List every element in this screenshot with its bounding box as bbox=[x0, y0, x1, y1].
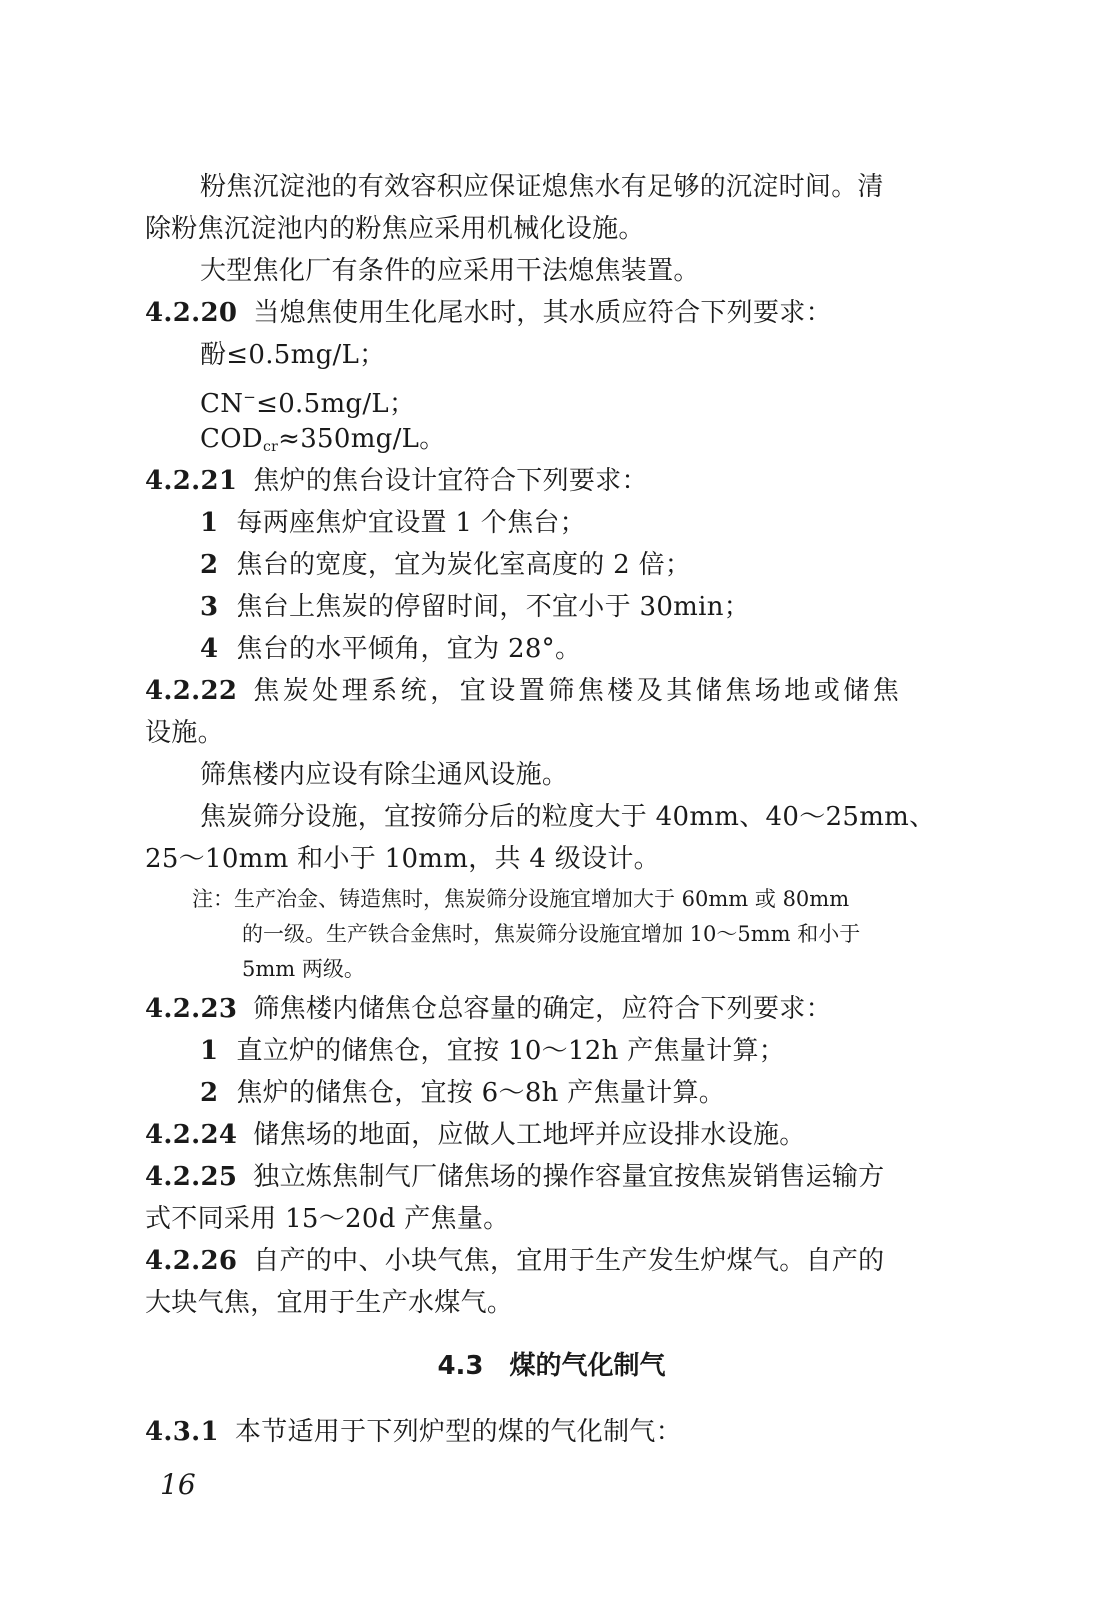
formula-value: ≈350mg/L。 bbox=[278, 424, 446, 454]
item-number: 2 bbox=[200, 1078, 219, 1108]
clause-4-2-26 bbox=[145, 1241, 960, 1281]
list-item bbox=[200, 1073, 1015, 1113]
item-text: 焦台的水平倾角，宜为 28°。 bbox=[236, 634, 582, 664]
page-number: 16 bbox=[160, 1468, 196, 1501]
clause-text: 筛焦楼内储焦仓总容量的确定，应符合下列要求： bbox=[253, 994, 832, 1024]
clause-number: 4.2.23 bbox=[145, 994, 238, 1024]
clause-text: 独立炼焦制气厂储焦场的操作容量宜按焦炭销售运输方 bbox=[253, 1162, 885, 1192]
clause-text: 储焦场的地面，应做人工地坪并应设排水设施。 bbox=[253, 1120, 806, 1150]
item-text: 焦炉的储焦仓，宜按 6～8h 产焦量计算。 bbox=[236, 1078, 726, 1108]
list-item bbox=[200, 545, 1015, 585]
clause-text: 本节适用于下列炉型的煤的气化制气： bbox=[234, 1417, 682, 1447]
text-line: 式不同采用 15～20d 产焦量。 bbox=[145, 1204, 510, 1234]
item-number: 3 bbox=[200, 592, 219, 622]
clause-number: 4.2.25 bbox=[145, 1162, 238, 1192]
item-number: 2 bbox=[200, 550, 219, 580]
note-line: 注：生产冶金、铸造焦时，焦炭筛分设施宜增加大于 60mm 或 80mm bbox=[192, 887, 850, 911]
clause-4-2-25 bbox=[145, 1157, 960, 1197]
text-line: 25～10mm 和小于 10mm，共 4 级设计。 bbox=[145, 844, 660, 874]
clause-4-2-24 bbox=[145, 1115, 960, 1155]
section-title: 煤的气化制气 bbox=[509, 1351, 666, 1381]
clause-number: 4.2.22 bbox=[145, 676, 238, 706]
requirement-cyanide bbox=[200, 377, 1015, 424]
text-line: 粉焦沉淀池的有效容积应保证熄焦水有足够的沉淀时间。清 bbox=[200, 172, 884, 202]
item-text: 焦台上焦炭的停留时间，不宜小于 30min； bbox=[236, 592, 751, 622]
clause-text: 焦炭处理系统，宜设置筛焦楼及其储焦场地或储焦 bbox=[253, 676, 903, 706]
clause-4-2-21 bbox=[145, 461, 960, 501]
text-line: 大块气焦，宜用于生产水煤气。 bbox=[145, 1288, 514, 1318]
subscript-cr: cr bbox=[262, 439, 279, 455]
clause-text: 自产的中、小块气焦，宜用于生产发生炉煤气。自产的 bbox=[253, 1246, 885, 1276]
clause-number: 4.3.1 bbox=[145, 1417, 219, 1447]
text-line: 设施。 bbox=[145, 718, 224, 748]
requirement-phenol: 酚≤0.5mg/L； bbox=[200, 340, 386, 370]
item-number: 1 bbox=[200, 508, 219, 538]
text-line: 焦炭筛分设施，宜按筛分后的粒度大于 40mm、40～25mm、 bbox=[200, 802, 936, 832]
clause-number: 4.2.20 bbox=[145, 298, 238, 328]
text-line: 筛焦楼内应设有除尘通风设施。 bbox=[200, 760, 569, 790]
formula-cod: COD bbox=[200, 424, 263, 454]
formula-cn: CN bbox=[200, 389, 244, 419]
list-item bbox=[200, 1031, 1015, 1071]
item-text: 每两座焦炉宜设置 1 个焦台； bbox=[236, 508, 586, 538]
formula-limit: ≤0.5mg/L； bbox=[256, 389, 416, 419]
note-line: 的一级。生产铁合金焦时，焦炭筛分设施宜增加 10～5mm 和小于 bbox=[242, 922, 861, 946]
item-number: 4 bbox=[200, 634, 219, 664]
clause-number: 4.2.24 bbox=[145, 1120, 238, 1150]
clause-text: 焦炉的焦台设计宜符合下列要求： bbox=[253, 466, 648, 496]
item-text: 直立炉的储焦仓，宜按 10～12h 产焦量计算； bbox=[236, 1036, 786, 1066]
clause-4-2-22 bbox=[145, 671, 960, 711]
text-line: 除粉焦沉淀池内的粉焦应采用机械化设施。 bbox=[145, 214, 645, 244]
clause-4-3-1 bbox=[145, 1412, 960, 1452]
section-heading bbox=[0, 1346, 1103, 1386]
superscript-minus: − bbox=[243, 388, 257, 406]
clause-number: 4.2.26 bbox=[145, 1246, 238, 1276]
text-line: 大型焦化厂有条件的应采用干法熄焦装置。 bbox=[200, 256, 700, 286]
section-number: 4.3 bbox=[437, 1351, 484, 1381]
requirement-cod bbox=[200, 419, 1015, 467]
clause-number: 4.2.21 bbox=[145, 466, 238, 496]
clause-4-2-20 bbox=[145, 293, 960, 333]
item-text: 焦台的宽度，宜为炭化室高度的 2 倍； bbox=[236, 550, 692, 580]
list-item bbox=[200, 629, 1015, 669]
item-number: 1 bbox=[200, 1036, 219, 1066]
clause-text: 当熄焦使用生化尾水时，其水质应符合下列要求： bbox=[253, 298, 832, 328]
clause-4-2-23 bbox=[145, 989, 960, 1029]
note-line: 5mm 两级。 bbox=[242, 957, 365, 981]
list-item bbox=[200, 503, 1015, 543]
list-item bbox=[200, 587, 1015, 627]
